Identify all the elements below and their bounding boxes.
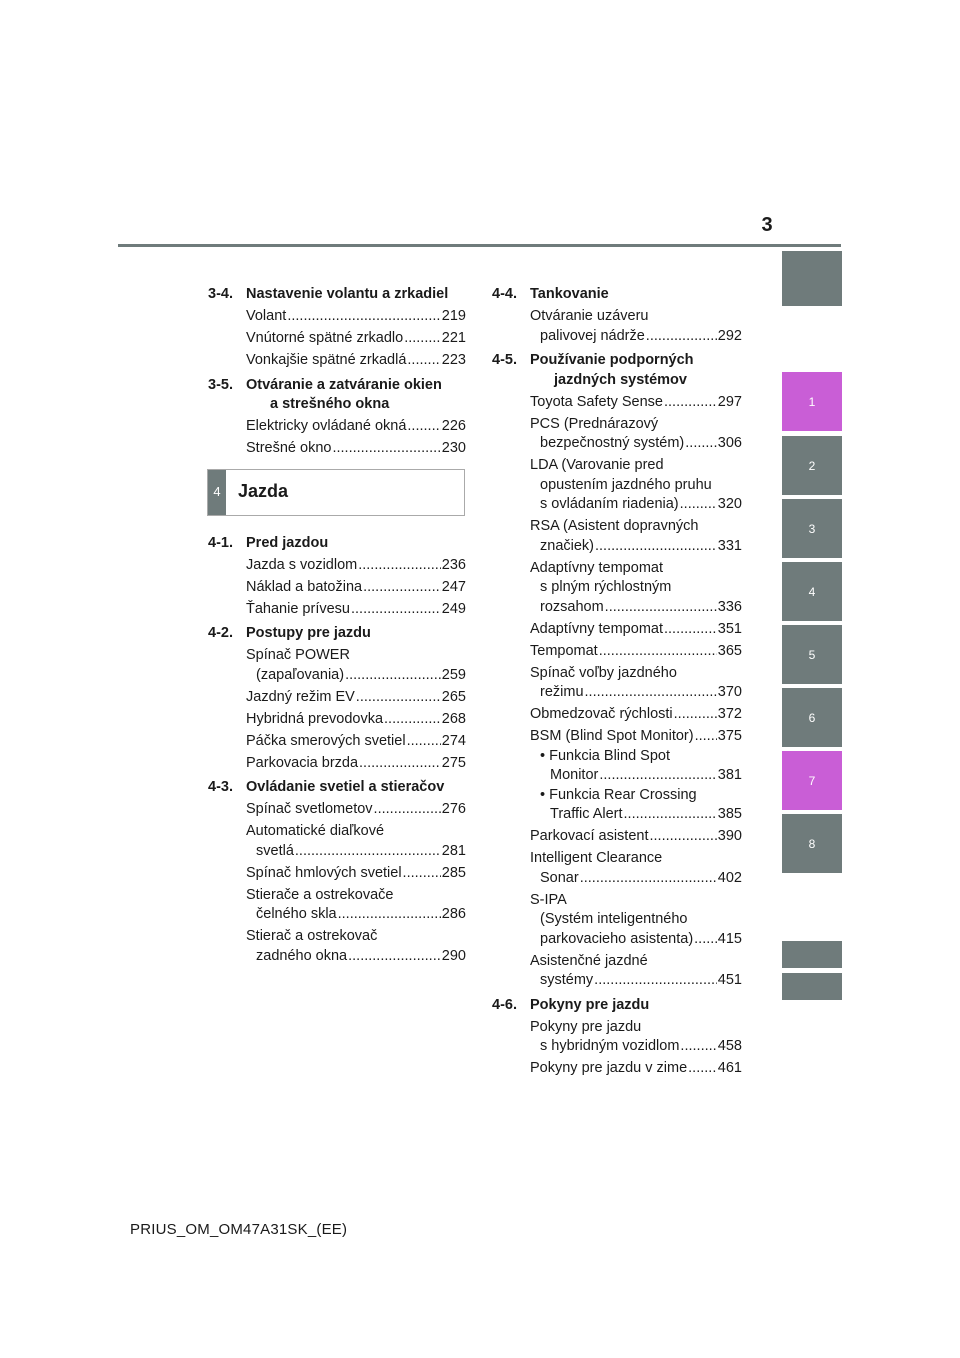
toc-entry[interactable]: Volant ..... 219	[246, 307, 466, 327]
toc-entry[interactable]: Ťahanie prívesu ..... 249	[246, 600, 466, 620]
toc-entry[interactable]: S-IPA (Systém inteligentného parkovacieho asistenta) ..... 415	[530, 891, 742, 950]
toc-left-column	[208, 285, 466, 966]
chapter-title: Jazda	[238, 481, 289, 502]
toc-entry[interactable]: Toyota Safety Sense ..... 297	[530, 393, 742, 413]
toc-entry[interactable]: BSM (Blind Spot Monitor) ..... 375 • Funkcia Blind Spot Monitor ..... 381 • Funkcia Rear Crossing Traffic Alert ..... 385	[530, 727, 742, 825]
chapter-tab-7[interactable]: 7	[782, 751, 842, 810]
toc-entry[interactable]: Vnútorné spätné zrkadlo ..... 221	[246, 329, 466, 349]
toc-entry[interactable]: Intelligent Clearance Sonar ..... 402	[530, 849, 742, 888]
toc-entry[interactable]: Otváranie uzáveru palivovej nádrže ..... 292	[530, 307, 742, 346]
toc-entry[interactable]: Stierač a ostrekovač zadného okna ..... 290	[246, 927, 466, 966]
toc-entry[interactable]: Spínač POWER (zapaľovania) ..... 259	[246, 646, 466, 685]
chapter-heading	[207, 469, 465, 516]
header-rule	[118, 244, 841, 247]
toc-right-column	[492, 285, 742, 1079]
chapter-tab-1[interactable]: 1	[782, 372, 842, 431]
toc-entry[interactable]: Spínač hmlových svetiel ..... 285	[246, 864, 466, 884]
toc-entry[interactable]: Pokyny pre jazdu v zime ..... 461	[530, 1059, 742, 1079]
chapter-tab-3[interactable]: 3	[782, 499, 842, 558]
toc-entry[interactable]: Tempomat ..... 365	[530, 642, 742, 662]
index-tab-10[interactable]	[782, 973, 842, 1000]
section-4-1[interactable]: 4-1. Pred jazdou	[208, 534, 329, 551]
toc-entry[interactable]: Parkovací asistent ..... 390	[530, 827, 742, 847]
toc-entry[interactable]: Hybridná prevodovka ..... 268	[246, 710, 466, 730]
section-4-3[interactable]: 4-3. Ovládanie svetiel a stieračov	[208, 779, 445, 795]
chapter-tab-6[interactable]: 6	[782, 688, 842, 747]
toc-entry[interactable]: PCS (Prednárazový bezpečnostný systém) ..... 306	[530, 415, 742, 454]
chapter-tab-2[interactable]: 2	[782, 436, 842, 495]
chapter-number: 4	[208, 470, 226, 515]
toc-entry[interactable]: Adaptívny tempomat s plným rýchlostným rozsahom ..... 336	[530, 559, 742, 618]
toc-entry[interactable]: Parkovacia brzda ..... 275	[246, 754, 466, 774]
page-number: 3	[761, 214, 773, 236]
toc-entry[interactable]: Vonkajšie spätné zrkadlá ..... 223	[246, 351, 466, 371]
toc-entry[interactable]: Pokyny pre jazdu s hybridným vozidlom ..... 458	[530, 1018, 742, 1057]
section-4-5[interactable]: 4-5. Používanie podporných jazdných systémov	[492, 352, 694, 388]
section-3-5[interactable]: 3-5. Otváranie a zatváranie okien a strešného okna	[208, 376, 442, 412]
index-tab-0[interactable]	[782, 251, 842, 306]
toc-entry[interactable]: Jazda s vozidlom ..... 236	[246, 556, 466, 576]
toc-entry[interactable]: RSA (Asistent dopravných značiek) ..... 331	[530, 517, 742, 556]
section-3-4[interactable]: 3-4. Nastavenie volantu a zrkadiel	[208, 286, 449, 302]
toc-entry[interactable]: Spínač voľby jazdného režimu ..... 370	[530, 664, 742, 703]
toc-entry[interactable]: Páčka smerových svetiel ..... 274	[246, 732, 466, 752]
toc-entry[interactable]: Stierače a ostrekovače čelného skla ..... 286	[246, 886, 466, 925]
toc-entry[interactable]: Jazdný režim EV ..... 265	[246, 688, 466, 708]
toc-entry[interactable]: Strešné okno ..... 230	[246, 439, 466, 459]
toc-entry[interactable]: Asistenčné jazdné systémy ..... 451	[530, 952, 742, 991]
chapter-tab-4[interactable]: 4	[782, 562, 842, 621]
toc-entry[interactable]: LDA (Varovanie pred opustením jazdného pruhu s ovládaním riadenia) ..... 320	[530, 456, 742, 515]
chapter-tab-5[interactable]: 5	[782, 625, 842, 684]
toc-entry[interactable]: Obmedzovač rýchlosti ..... 372	[530, 705, 742, 725]
section-4-2[interactable]: 4-2. Postupy pre jazdu	[208, 625, 371, 641]
toc-entry[interactable]: Automatické diaľkové svetlá ..... 281	[246, 822, 466, 861]
toc-entry[interactable]: Adaptívny tempomat ..... 351	[530, 620, 742, 640]
chapter-tab-8[interactable]: 8	[782, 814, 842, 873]
toc-entry[interactable]: Elektricky ovládané okná ..... 226	[246, 417, 466, 437]
document-code: PRIUS_OM_OM47A31SK_(EE)	[130, 1221, 348, 1238]
toc-entry[interactable]: Spínač svetlometov ..... 276	[246, 800, 466, 820]
index-tab-9[interactable]	[782, 941, 842, 968]
toc-entry[interactable]: Náklad a batožina ..... 247	[246, 578, 466, 598]
section-4-6[interactable]: 4-6. Pokyny pre jazdu	[492, 996, 650, 1013]
section-4-4[interactable]: 4-4. Tankovanie	[492, 286, 609, 302]
